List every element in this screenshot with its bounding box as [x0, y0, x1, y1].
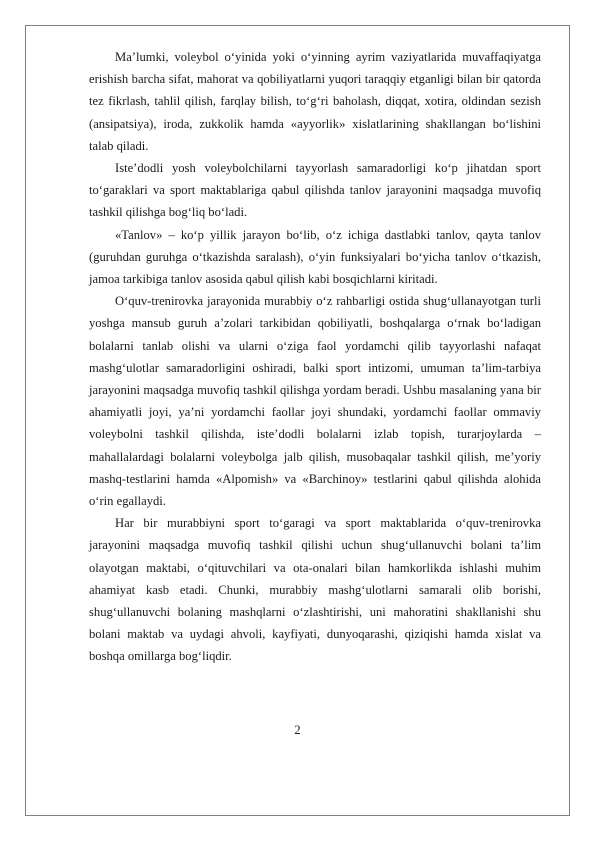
paragraph-1: Ma’lumki, voleybol o‘yinida yoki o‘yinning ayrim vaziyatlarida muvaffaqiyatga erishish barcha sifat, mahorat va qobiliyatlarni yuqori taraqqiy etganligi bilan bir qatorda tez fikrlash, tahlil qilish, farqlay bilish, to‘g‘ri baholash, diqqat, xotira, oldindan sezish (ansipatsiya), iroda, zukkolik hamda «ayyorlik» xislatlarining shakllangan bo‘lishini talab qiladi.: [89, 50, 541, 153]
paragraph-3: «Tanlov» – ko‘p yillik jarayon bo‘lib, o‘z ichiga dastlabki tanlov, qayta tanlov (guruhdan guruhga o‘tkazishda saralash), o‘yin funksiyalari bo‘yicha tanlov o‘tkazish, jamoa tarkibiga tanlov asosida qabul qilish kabi bosqichlarni kiritadi.: [89, 227, 541, 287]
paragraph-5: Har bir murabbiyni sport to‘garagi va sport maktablarida o‘quv-trenirovka jarayonini maqsadga muvofiq tashkil qilishi uchun shug‘ullanuvchi bolani ta’lim olayotgan maktabi, o‘qituvchilari va ota-onalari bilan hamkorlikda ishlashi muhim ahamiyat kasb etadi. Chunki, murabbiy mashg‘ulotlarni samarali olib borishi, shug‘ullanuvchi bolaning mashqlarni o‘zlashtirishi, uni mahoratini shakllanishi shu bolani maktab va uydagi ahvoli, kayfiyati, dunyoqarashi, qiziqishi hamda xislat va boshqa omillarga bog‘liqdir.: [89, 516, 541, 664]
page-number: 2: [294, 723, 301, 737]
paragraph-4: O‘quv-trenirovka jarayonida murabbiy o‘z rahbarligi ostida shug‘ullanayotgan turli yoshga mansub guruh a’zolari tarkibidan qobiliyatli, boshqalarga o‘rnak bo‘ladigan bolalarni tanlab olishi va ularni o‘ziga faol yordamchi qilib tayyorlashi nafaqat mashg‘ulotlar samaradorligini oshiradi, balki sport intizomi, umuman ta’lim-tarbiya jarayonini maqsadga muvofiq tashkil qilishga yordam beradi. Ushbu masalaning yana bir ahamiyatli joyi, ya’ni yordamchi faollar joyi shundaki, yordamchi faollar ommaviy voleybolni tashkil qilishda, iste’dodli bolalarni izlab topish, turarjoylarda – mahallalardagi bolalarni voleybolga jalb qilish, musobaqalar tashkil qilish, me’yoriy mashq-testlarini hamda «Alpomish» va «Barchinoy» testlarini qabul qilishda alohida o‘rin egallaydi.: [89, 294, 541, 509]
paragraph-2: Iste’dodli yosh voleybolchilarni tayyorlash samaradorligi ko‘p jihatdan sport to‘garaklari va sport maktablariga qabul qilishda tanlov jarayonini maqsadga muvofiq tashkil qilishga bog‘liq bo‘ladi.: [89, 161, 541, 220]
document-body: [89, 46, 541, 668]
